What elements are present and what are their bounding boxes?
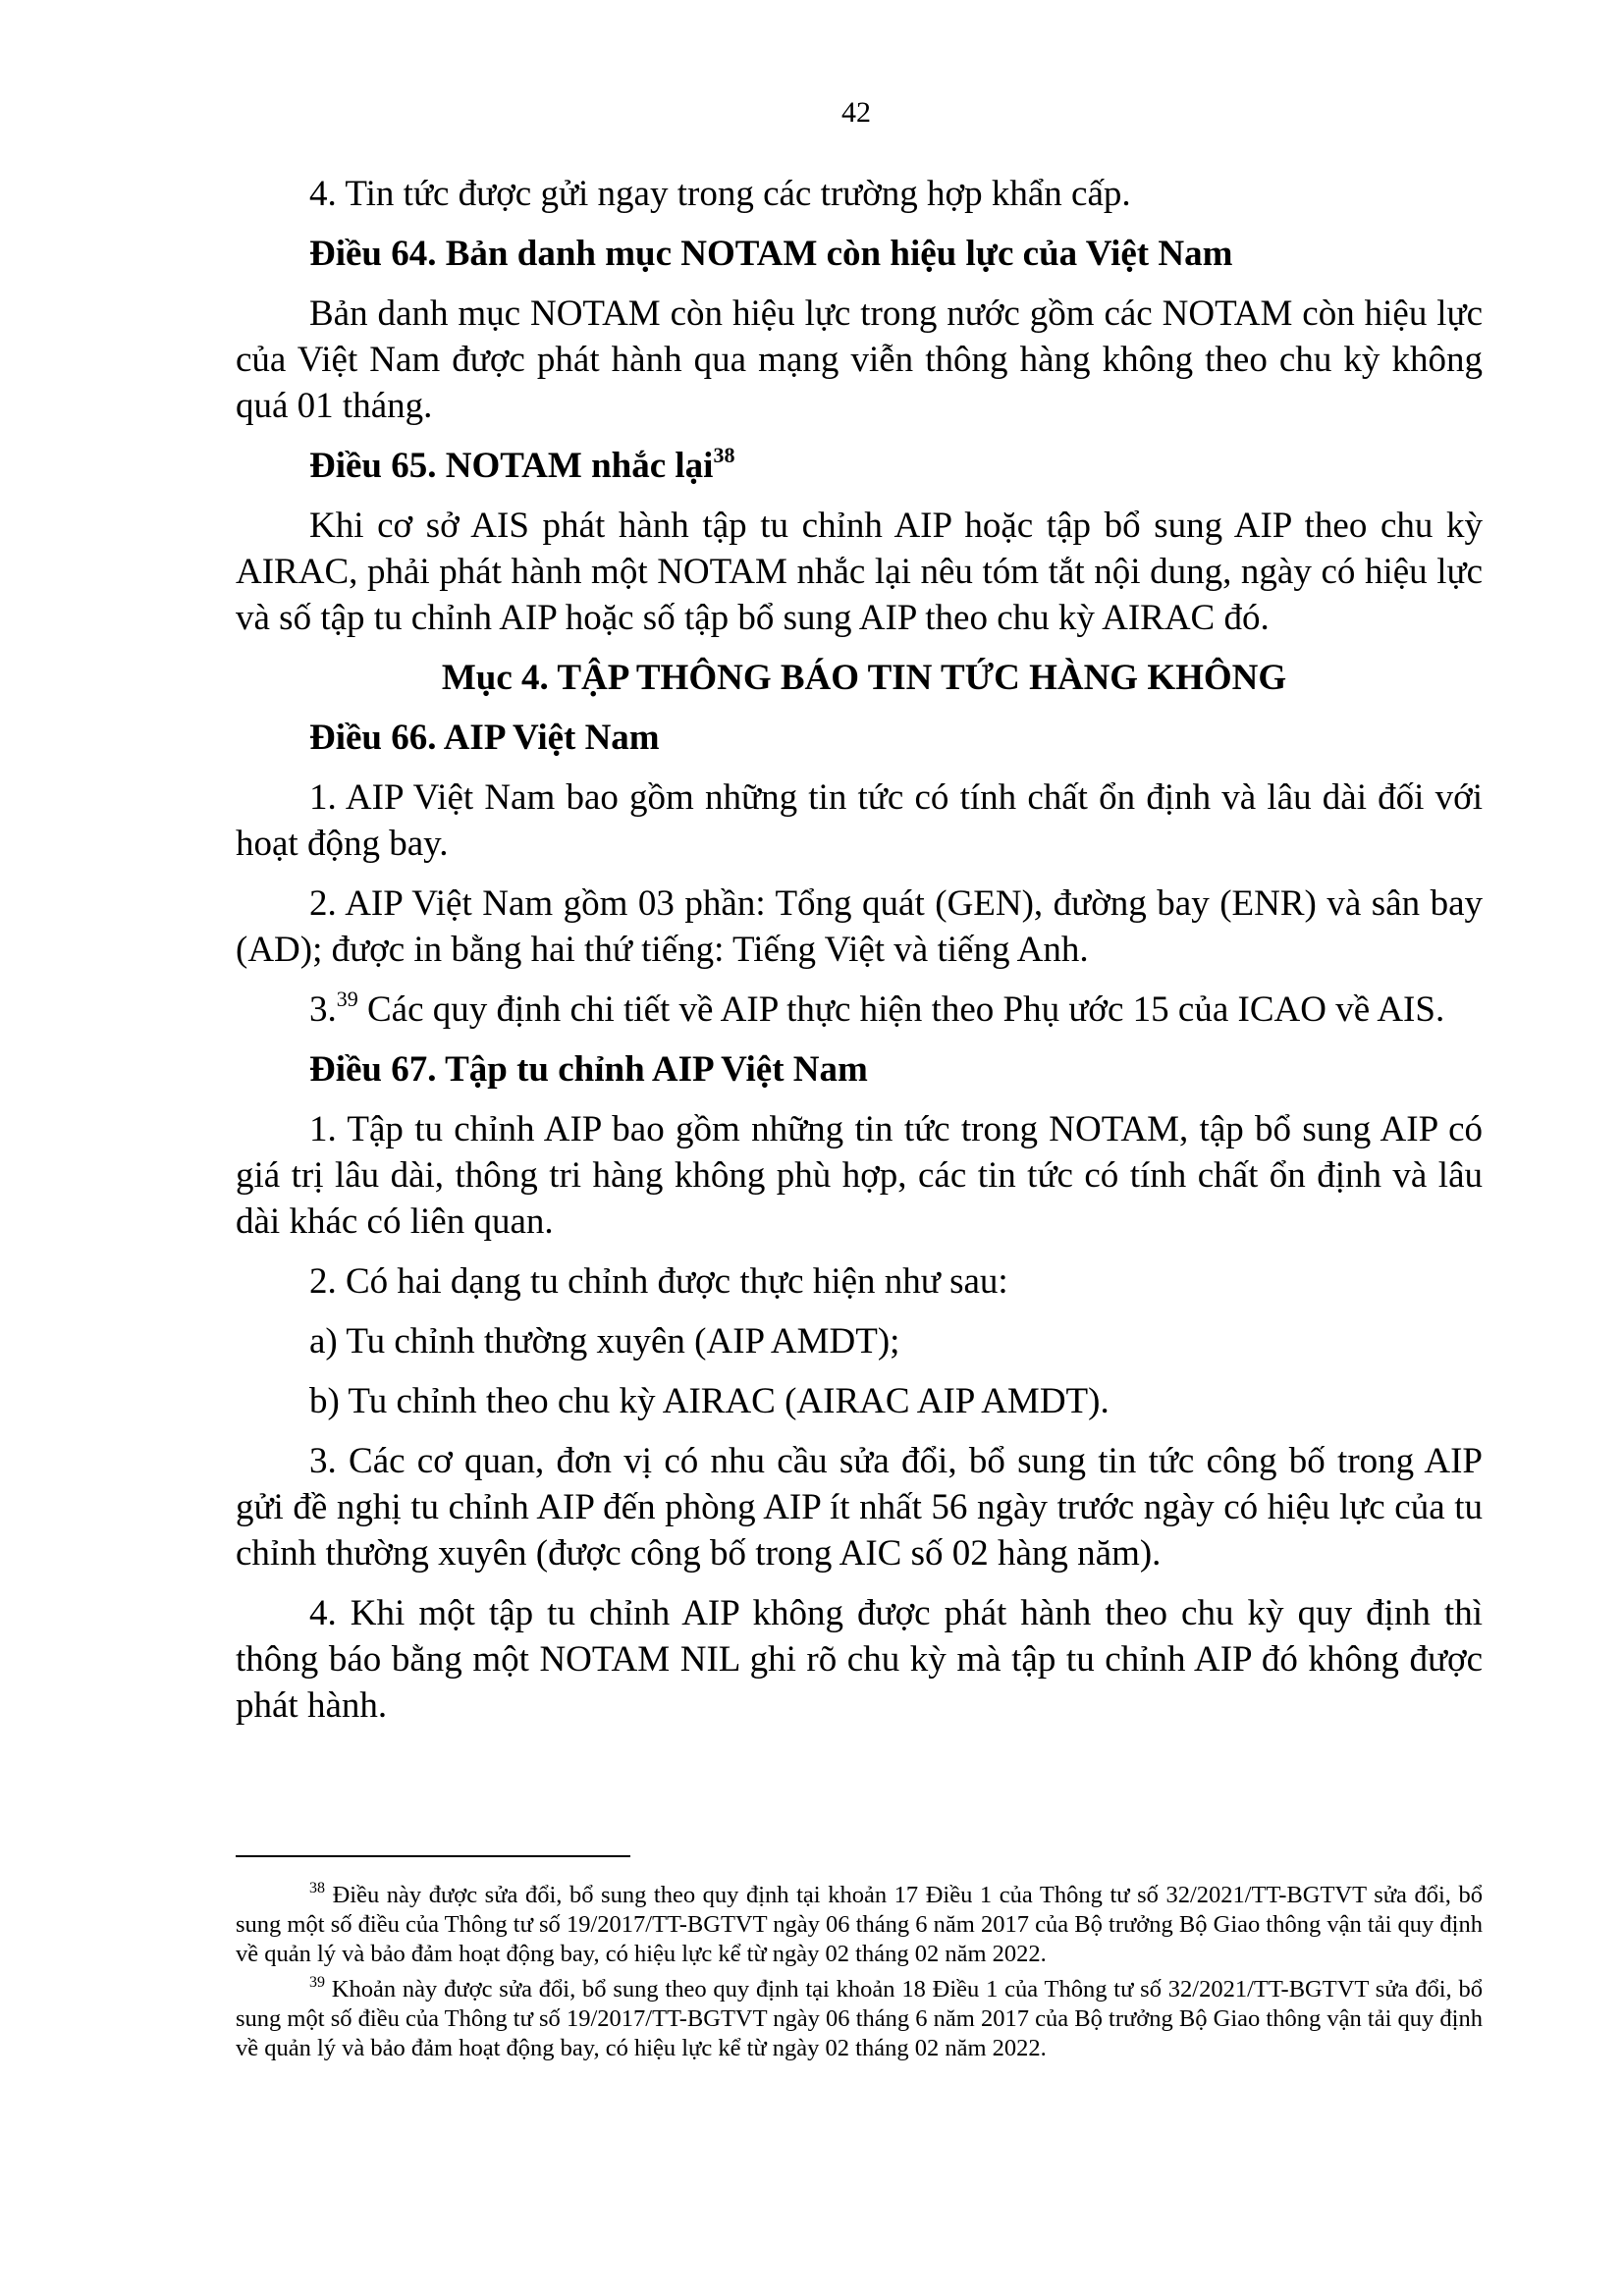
paragraph [236,987,1483,1033]
footnote-text: Khoản này được sửa đổi, bổ sung theo quy định tại khoản 18 Điều 1 của Thông tư số 32/2021/TT-BGTVT sửa đổi, bổ sung một số điều của Thông tư số 19/2017/TT-BGTVT ngày 06 tháng 6 năm 2017 của Bộ trưởng Bộ Giao thông vận tải quy định về quản lý và bảo đảm hoạt động bay, có hiệu lực kể từ ngày 02 tháng 02 năm 2022. [236,1976,1483,2061]
paragraph: Bản danh mục NOTAM còn hiệu lực trong nước gồm các NOTAM còn hiệu lực của Việt Nam được phát hành qua mạng viễn thông hàng không theo chu kỳ không quá 01 tháng. [236,294,1483,426]
footnote-text: Điều này được sửa đổi, bổ sung theo quy định tại khoản 17 Điều 1 của Thông tư số 32/2021/TT-BGTVT sửa đổi, bổ sung một số điều của Thông tư số 19/2017/TT-BGTVT ngày 06 tháng 6 năm 2017 của Bộ trưởng Bộ Giao thông vận tải quy định về quản lý và bảo đảm hoạt động bay, có hiệu lực kể từ ngày 02 tháng 02 năm 2022. [236,1882,1483,1967]
paragraph: 2. AIP Việt Nam gồm 03 phần: Tổng quát (GEN), đường bay (ENR) và sân bay (AD); được in bằng hai thứ tiếng: Tiếng Việt và tiếng Anh. [236,883,1483,970]
article-heading-65 [236,443,1483,489]
paragraph: 4. Khi một tập tu chỉnh AIP không được phát hành theo chu kỳ quy định thì thông báo bằng một NOTAM NIL ghi rõ chu kỳ mà tập tu chỉnh AIP đó không được phát hành. [236,1593,1483,1726]
footnote-38 [236,1881,1483,1969]
paragraph: 3. Các cơ quan, đơn vị có nhu cầu sửa đổi, bổ sung tin tức công bố trong AIP gửi đề nghị tu chỉnh AIP đến phòng AIP ít nhất 56 ngày trước ngày có hiệu lực của tu chỉnh thường xuyên (được công bố trong AIC số 02 hàng năm). [236,1441,1483,1574]
footnote-ref-38: 38 [713,442,735,467]
footnote-number: 39 [309,1973,325,1991]
paragraph: 4. Tin tức được gửi ngay trong các trường hợp khẩn cấp. [309,174,1131,214]
body-text [236,171,1483,1742]
paragraph: a) Tu chỉnh thường xuyên (AIP AMDT); [309,1321,900,1362]
paragraph-prefix: 3. [309,989,337,1030]
article-heading-66: Điều 66. AIP Việt Nam [309,718,660,758]
article-heading-65-text: Điều 65. NOTAM nhắc lại [309,446,714,486]
section-title: Mục 4. TẬP THÔNG BÁO TIN TỨC HÀNG KHÔNG [441,658,1287,698]
paragraph: Khi cơ sở AIS phát hành tập tu chỉnh AIP hoặc tập bổ sung AIP theo chu kỳ AIRAC, phải phát hành một NOTAM nhắc lại nêu tóm tắt nội dung, ngày có hiệu lực và số tập tu chỉnh AIP hoặc số tập bổ sung AIP theo chu kỳ AIRAC đó. [236,506,1483,638]
paragraph-text: Các quy định chi tiết về AIP thực hiện theo Phụ ước 15 của ICAO về AIS. [357,989,1445,1030]
footnote-39 [236,1975,1483,2063]
paragraph: 2. Có hai dạng tu chỉnh được thực hiện như sau: [309,1261,1008,1302]
paragraph: b) Tu chỉnh theo chu kỳ AIRAC (AIRAC AIP AMDT). [309,1381,1110,1421]
paragraph: 1. Tập tu chỉnh AIP bao gồm những tin tức trong NOTAM, tập bổ sung AIP có giá trị lâu dài, thông tri hàng không phù hợp, các tin tức có tính chất ổn định và lâu dài khác có liên quan. [236,1109,1483,1242]
footnote-number: 38 [309,1879,325,1896]
page-number: 42 [841,96,871,129]
article-heading-64: Điều 64. Bản danh mục NOTAM còn hiệu lực của Việt Nam [309,234,1233,274]
paragraph: 1. AIP Việt Nam bao gồm những tin tức có tính chất ổn định và lâu dài đối với hoạt động bay. [236,777,1483,864]
footnotes [236,1881,1483,2069]
article-heading-67: Điều 67. Tập tu chỉnh AIP Việt Nam [309,1049,868,1090]
footnote-ref-39: 39 [336,986,358,1011]
footnote-divider [236,1855,630,1857]
